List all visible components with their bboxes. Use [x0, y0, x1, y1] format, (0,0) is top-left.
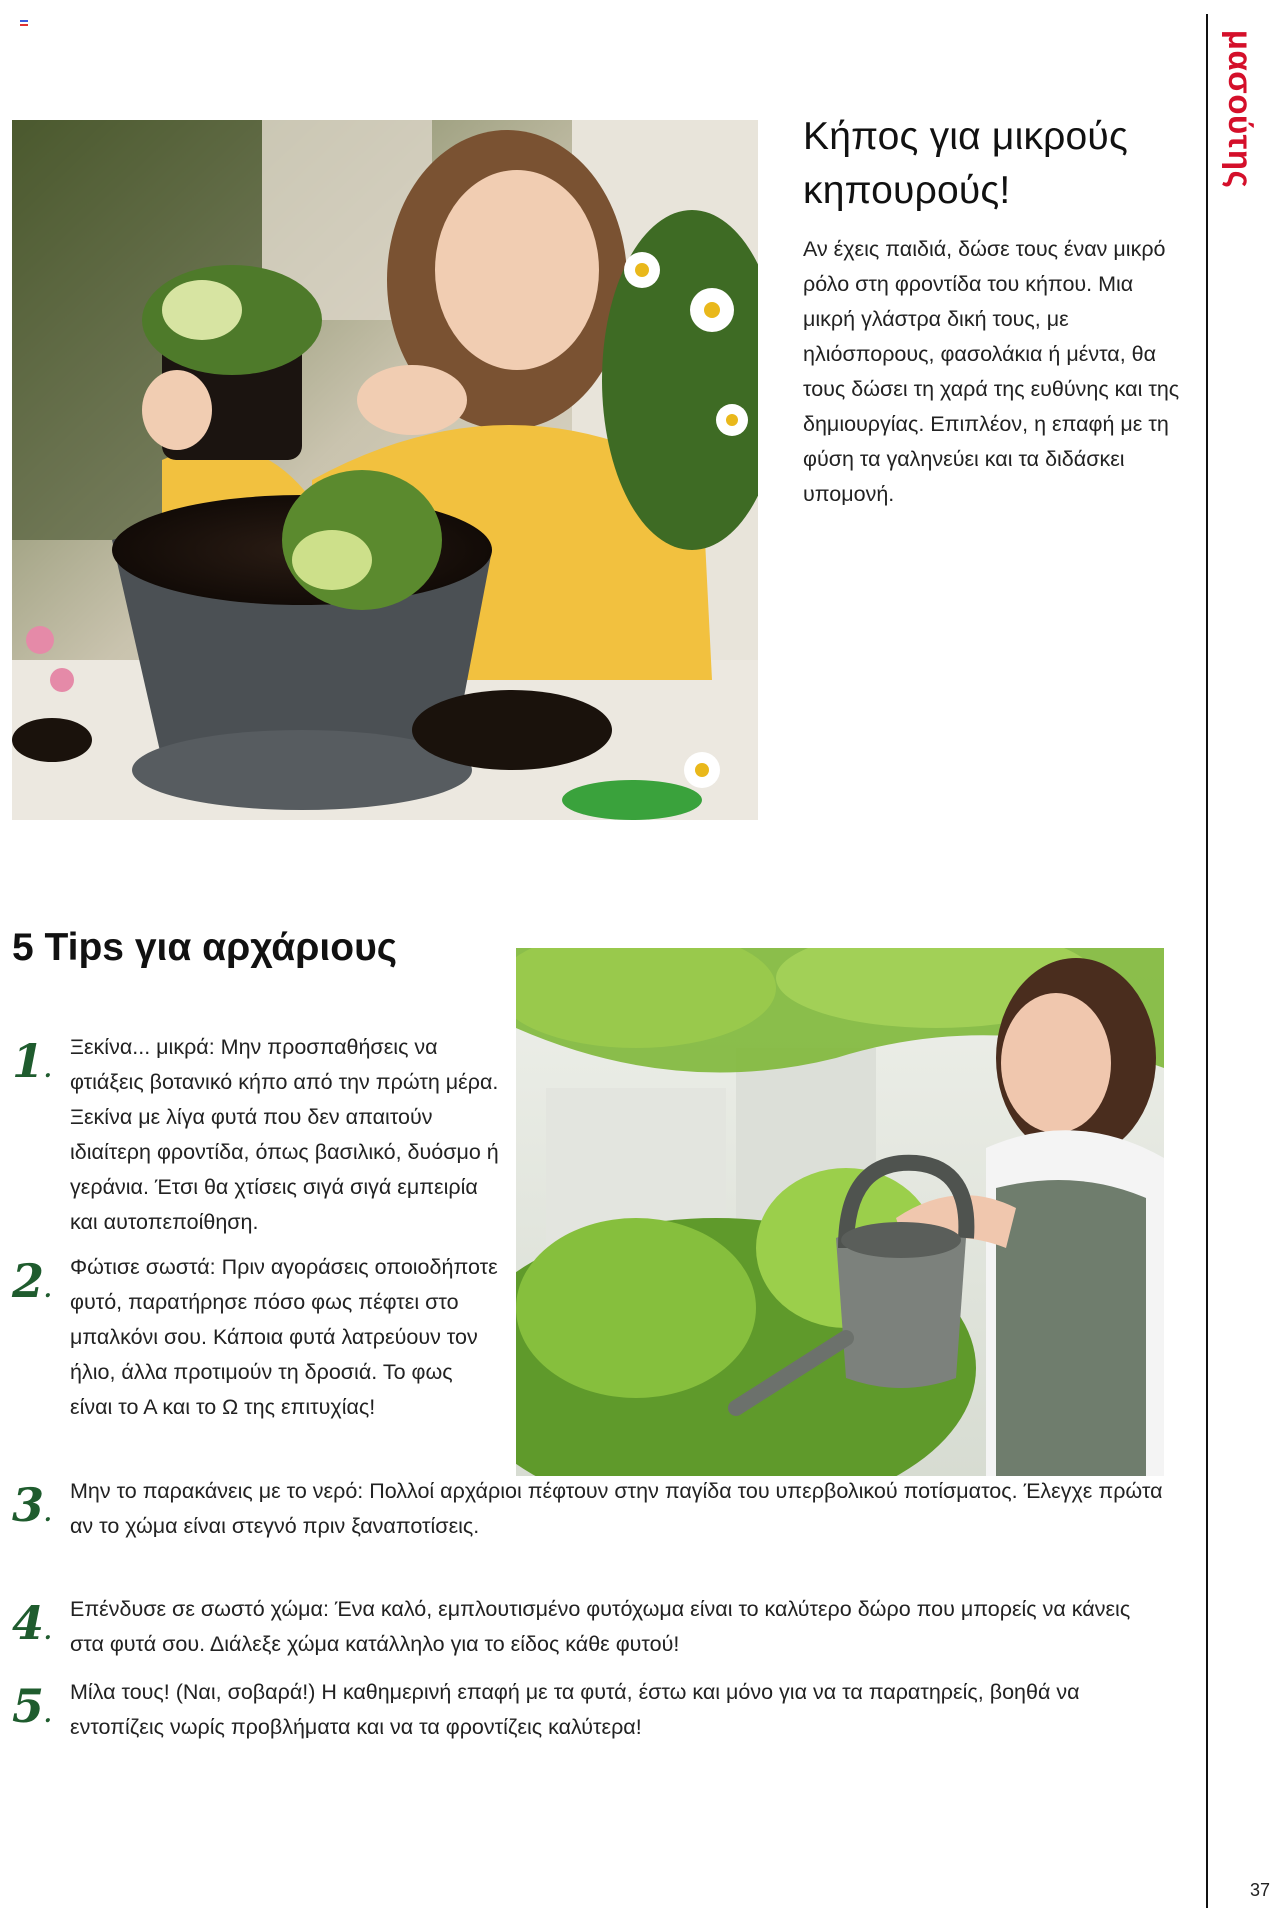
photo-woman-watering: [516, 948, 1164, 1476]
tips-heading: 5 Tips για αρχάριους: [12, 926, 398, 969]
tip-number-5: 5.: [12, 1679, 52, 1733]
page-divider: [1206, 14, 1208, 1908]
article-body: Αν έχεις παιδιά, δώσε τους έναν μικρό ρόλο στη φροντίδα του κήπου. Μια μικρή γλάστρα δική τους, με ηλιόσπορους, φασολάκια ή μέντα, θα τους δώσει τη χαρά της ευθύνης και της δημιουργίας. Επιπλέον, η επαφή με τη φύση τα γαληνεύει και τα διδάσκει υπομονή.: [803, 237, 1180, 506]
article-title-line2: κηπουρούς!: [803, 169, 1011, 212]
tip-number-2: 2.: [12, 1254, 52, 1308]
tip-number-2-text: 2: [12, 1254, 45, 1308]
photo-child-gardening: [12, 120, 758, 820]
article-title: [803, 110, 1183, 218]
article-title-line1: Κήπος για μικρούς: [803, 115, 1128, 158]
tip-text-5: Μίλα τους! (Ναι, σοβαρά!) Η καθημερινή επαφή με τα φυτά, έστω και μόνο για να τα παρατηρείς, βοηθά να εντοπίζεις νωρίς προβλήματα και να τα φροντίζεις καλύτερα!: [70, 1680, 1080, 1739]
flag-icon: [20, 20, 28, 26]
tip-number-1: 1.: [12, 1034, 52, 1088]
tip-number-3: 3.: [12, 1478, 52, 1532]
tip-number-5-text: 5: [12, 1679, 45, 1733]
tip-number-4-text: 4: [12, 1596, 45, 1650]
brand-wordmark: μασούτης: [1222, 29, 1259, 189]
tip-number-4: 4.: [12, 1596, 52, 1650]
tip-text-1: Ξεκίνα... μικρά: Μην προσπαθήσεις να φτιάξεις βοτανικό κήπο από την πρώτη μέρα. Ξεκίνα με λίγα φυτά που δεν απαιτούν ιδιαίτερη φροντίδα, όπως βασιλικό, δυόσμο ή γεράνια. Έτσι θα χτίσεις σιγά σιγά εμπειρία και αυτοπεποίθηση.: [70, 1035, 499, 1234]
tip-number-1-text: 1: [12, 1034, 45, 1088]
tip-text-3: Μην το παρακάνεις με το νερό: Πολλοί αρχάριοι πέφτουν στην παγίδα του υπερβολικού ποτίσματος. Έλεγχε πρώτα αν το χώμα είναι στεγνό πριν ξαναποτίσεις.: [70, 1479, 1163, 1538]
tip-text-2: Φώτισε σωστά: Πριν αγοράσεις οποιοδήποτε φυτό, παρατήρησε πόσο φως πέφτει στο μπαλκόνι σου. Κάποια φυτά λατρεύουν τον ήλιο, άλλα προτιμούν τη δροσιά. Το φως είναι το Α και το Ω της επιτυχίας!: [70, 1255, 498, 1419]
page-number: 37: [1250, 1880, 1271, 1900]
tip-text-4: Επένδυσε σε σωστό χώμα: Ένα καλό, εμπλουτισμένο φυτόχωμα είναι το καλύτερο δώρο που μπορείς να κάνεις στα φυτά σου. Διάλεξε χώμα κατάλληλο για το είδος κάθε φυτού!: [70, 1597, 1131, 1656]
tip-number-3-text: 3: [12, 1478, 45, 1532]
brand-logo: [1218, 14, 1262, 204]
